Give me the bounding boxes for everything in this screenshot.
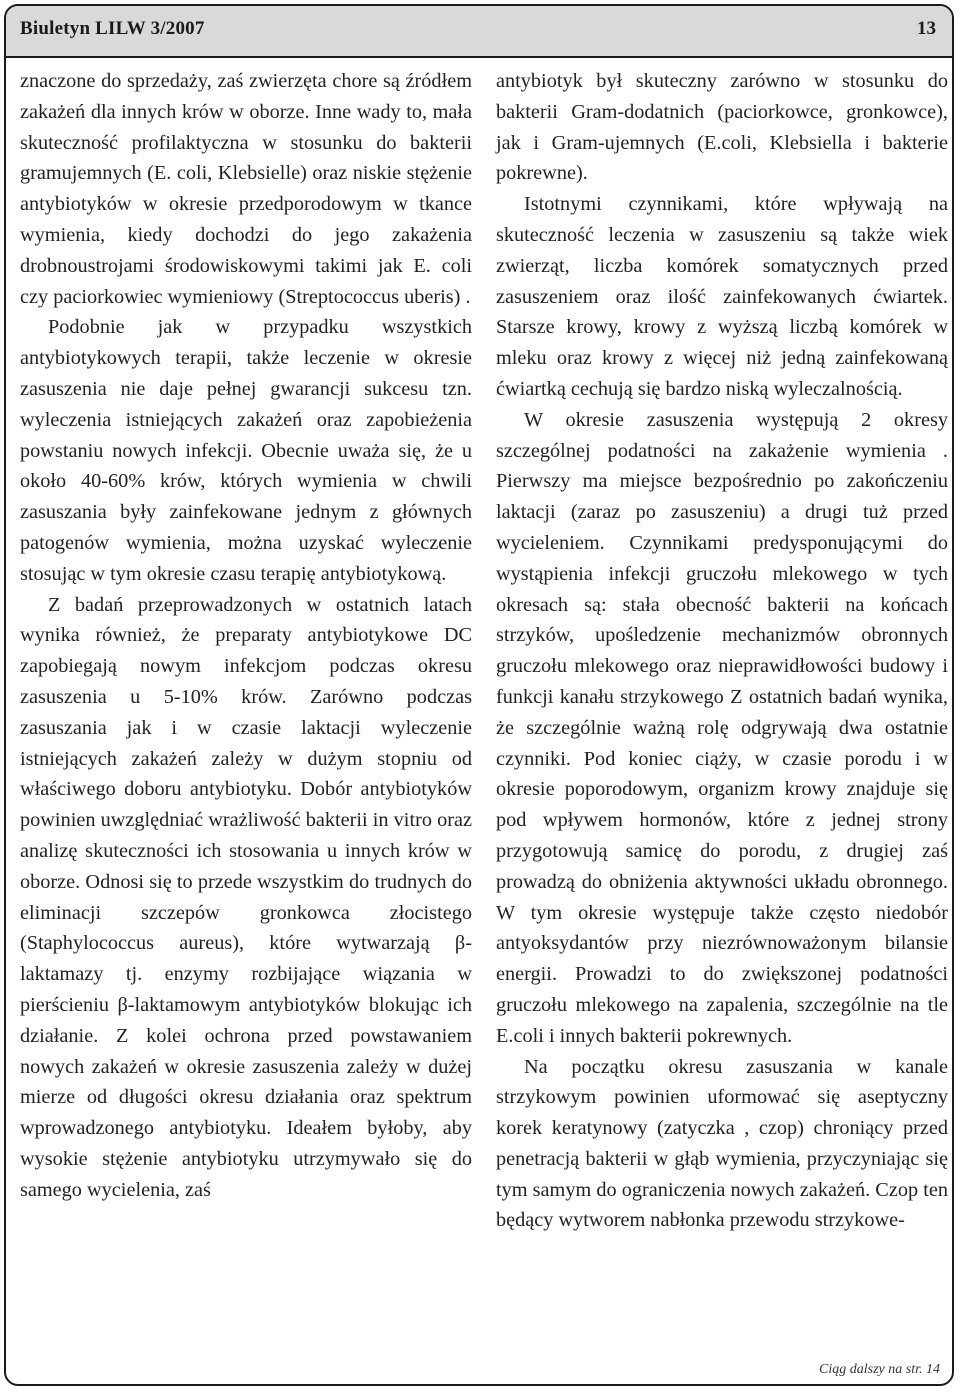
page-frame (4, 4, 954, 1386)
right-paragraph-1: antybiotyk był skuteczny zarówno w stosunku do bakterii Gram-dodatnich (paciorkowce, gronkowce), jak i Gram-ujemnych (E.coli, Klebsiella i bakterie pokrewne). (496, 70, 948, 185)
journal-title: Biuletyn LILW 3/2007 (20, 18, 205, 39)
page-header (6, 6, 952, 58)
right-paragraph-2: Istotnymi czynnikami, które wpływają na skuteczność leczenia w zasuszeniu są także wiek zwierząt, liczba komórek somatycznych przed zasuszeniem oraz ilość zainfekowanych ćwiartek. Starsze krowy, krowy z wyższą liczbą komórek w mleku oraz krowy z więcej niż jedną zainfekowaną ćwiartką cechują się bardzo niską wyleczalnością. (496, 193, 948, 400)
right-paragraph-4: Na początku okresu zasuszania w kanale strzykowym powinien uformować się aseptyczny korek keratynowy (zatyczka , czop) chroniący przed penetracją bakterii w głąb wymienia, przyczyniając się tym samym do ograniczenia nowych zakażeń. Czop ten będący wytworem nabłonka przewodu strzykowe- (496, 1055, 948, 1232)
left-paragraph-1: znaczone do sprzedaży, zaś zwierzęta chore są źródłem zakażeń dla innych krów w oborze. Inne wady to, mała skuteczność profilaktyczna w stosunku do bakterii gramujemnych (E. coli, Klebsielle) oraz niskie stężenie antybiotyków w okresie przedporodowym w tkance wymienia, kiedy dochodzi do jego zakażenia drobnoustrojami środowiskowymi takimi jak E. coli czy paciorkowiec wymieniowy (Streptococcus uberis) . (20, 70, 472, 308)
right-paragraph-3: W okresie zasuszenia występują 2 okresy szczególnej podatności na zakażenie wymienia . Pierwszy ma miejsce bezpośrednio po zakończeniu laktacji (zaraz po zasuszeniu) a drugi tuż przed wycieleniem. Czynnikami predysponującymi do wystąpienia infekcji gruczołu mlekowego w tych okresach są: stała obecność bakterii na końcach strzyków, upośledzenie mechanizmów obronnych gruczołu mlekowego oraz nieprawidłowości budowy i funkcji kanału strzykowego Z ostatnich badań wynika, że szczególnie ważną rolę odgrywają dwa ostatnie czynniki. Pod koniec ciąży, w czasie porodu i w okresie poporodowym, organizm krowy znajduje się pod wpływem hormonów, które z jednej strony przygotowują samicę do porodu, z drugiej zaś prowadzą do obniżenia aktywności układu obronnego. W tym okresie występuje także często niedobór antyoksydantów przy niezrównoważonym bilansie energii. Prowadzi to do zwiększonej podatności gruczołu mlekowego na zapalenia, szczególnie na tle E.coli i innych bakterii pokrewnych. (496, 408, 948, 1047)
page-number: 13 (917, 18, 936, 39)
left-paragraph-2: Podobnie jak w przypadku wszystkich antybiotykowych terapii, także leczenie w okresie zasuszenia nie daje pełnej gwarancji sukcesu tzn. wyleczenia istniejących zakażeń oraz zapobieżenia powstaniu nowych infekcji. Obecnie uważa się, że u około 40-60% krów, których wymienia w chwili zasuszania były zainfekowane jednym z głównych patogenów wymienia, można uzyskać wyleczenie stosując w tym okresie czasu terapię antybiotykową. (20, 316, 472, 585)
left-column (20, 66, 472, 1205)
right-column (496, 66, 948, 1236)
continued-note: Ciąg dalszy na str. 14 (819, 1362, 940, 1377)
left-paragraph-3: Z badań przeprowadzonych w ostatnich latach wynika również, że preparaty antybiotykowe DC zapobiegają nowym infekcjom podczas okresu zasuszenia u 5-10% krów. Zarówno podczas zasuszania jak i w czasie laktacji wyleczenie istniejących zakażeń zależy w dużym stopniu od właściwego doboru antybiotyku. Dobór antybiotyków powinien uwzględniać wrażliwość bakterii in vitro oraz analizę skuteczności ich stosowania u innych krów w oborze. Odnosi się to przede wszystkim do trudnych do eliminacji szczepów gronkowca złocistego (Staphylococcus aureus), które wytwarzają β-laktamazy tj. enzymy rozbijające wiązania w pierścieniu β-laktamowym antybiotyków blokując ich działanie. Z kolei ochrona przed powstawaniem nowych zakażeń w okresie zasuszenia zależy w dużej mierze od długości okresu działania oraz spektrum wprowadzonego antybiotyku. Ideałem byłoby, aby wysokie stężenie antybiotyku utrzymywało się do samego wycielenia, zaś (20, 593, 472, 1201)
